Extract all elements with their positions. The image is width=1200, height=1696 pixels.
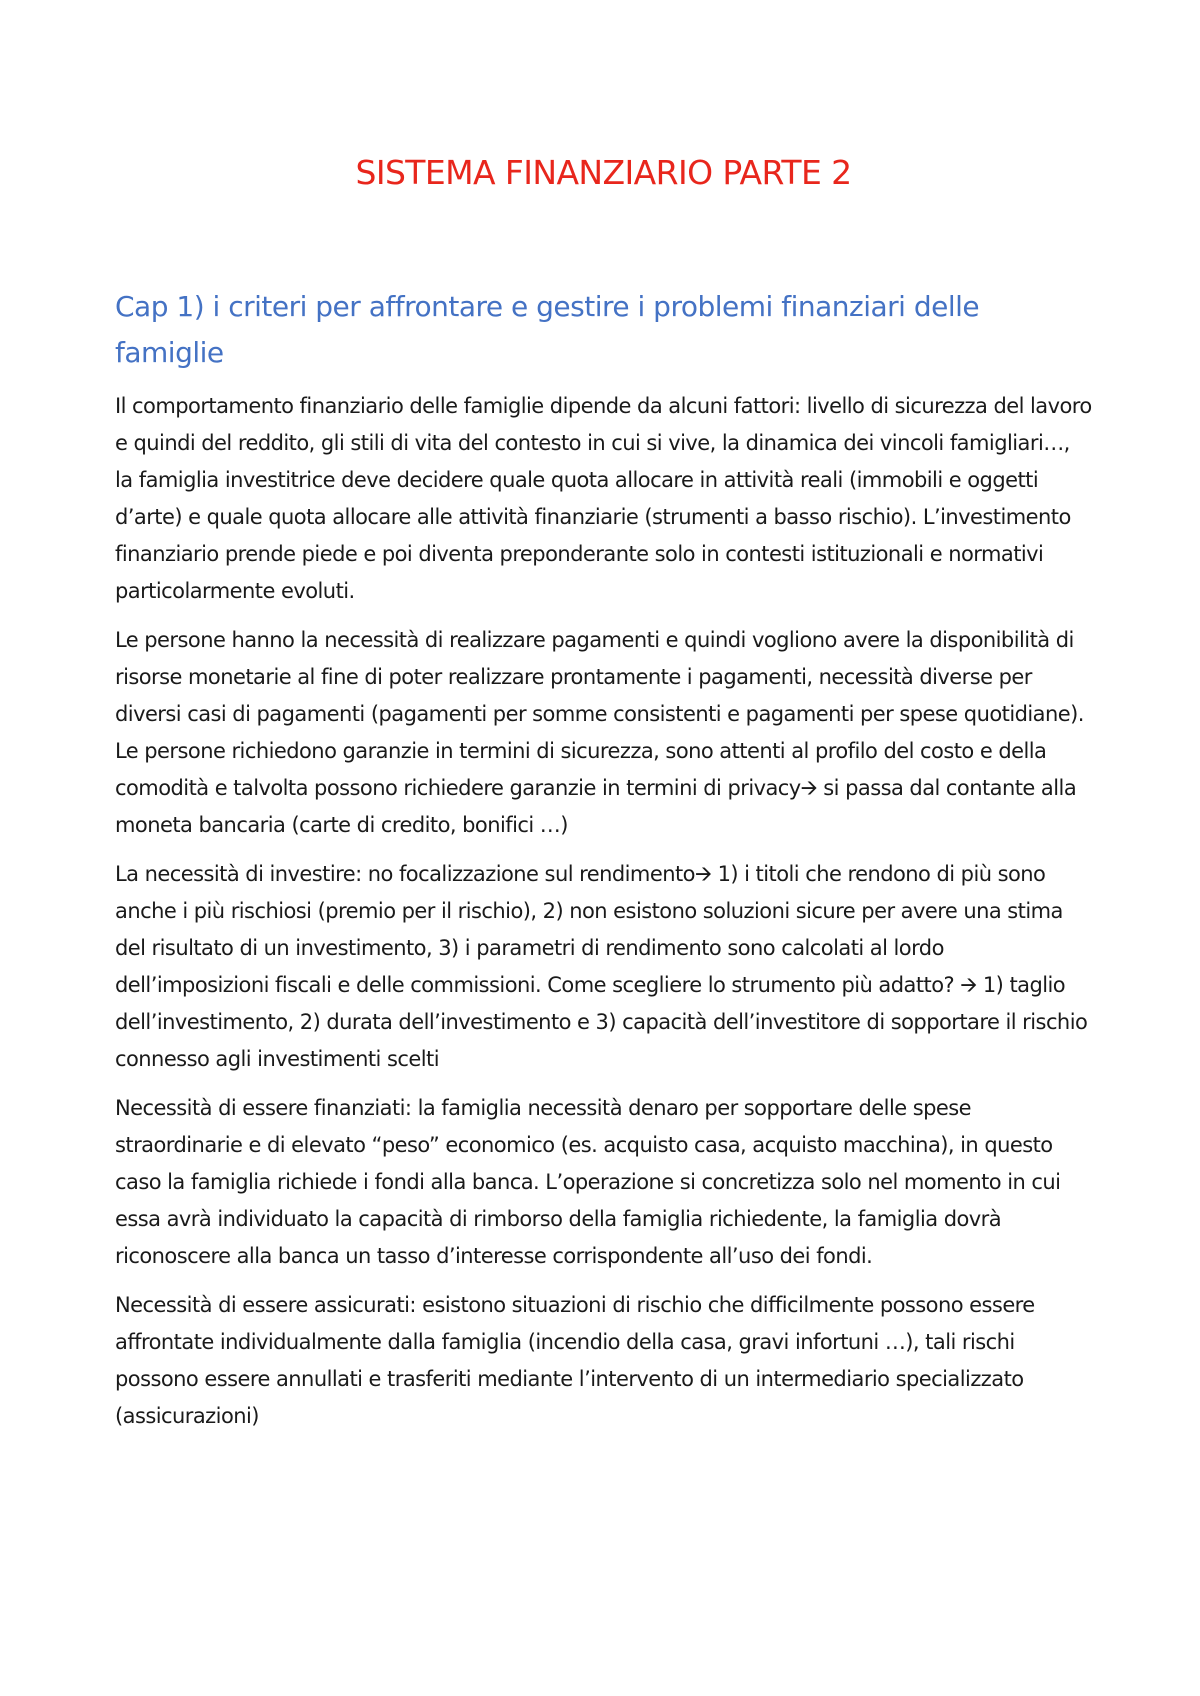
paragraph-comportamento-finanziario: Il comportamento finanziario delle famiglie dipende da alcuni fattori: livello di sicurezza del lavoro e quindi del reddito, gli stili di vita del contesto in cui si vive, la dinamica dei vincoli famigliari…, la famiglia investitrice deve decidere quale quota allocare in attività reali (immobili e oggetti d’arte) e quale quota allocare alle attività finanziarie (strumenti a basso rischio). L’investimento finanziario prende piede e poi diventa preponderante solo in contesti istituzionali e normativi particolarmente evoluti. [115,394,1092,603]
paragraph-necessita-assicurati: Necessità di essere assicurati: esistono situazioni di rischio che difficilmente possono essere affrontate individualmente dalla famiglia (incendio della casa, gravi infortuni …), tali rischi possono essere annullati e trasferiti mediante l’intervento di un intermediario specializzato (assicurazioni) [115,1293,1035,1428]
document-title: SISTEMA FINANZIARIO PARTE 2 [355,153,852,192]
chapter-heading: Cap 1) i criteri per affrontare e gestire i problemi finanziari delle famiglie [115,290,980,369]
paragraph-necessita-pagamenti: Le persone hanno la necessità di realizzare pagamenti e quindi vogliono avere la disponibilità di risorse monetarie al fine di poter realizzare prontamente i pagamenti, necessità diverse per diversi casi di pagamenti (pagamenti per somme consistenti e pagamenti per spese quotidiane). Le persone richiedono garanzie in termini di sicurezza, sono attenti al profilo del costo e della comodità e talvolta possono richiedere garanzie in termini di privacy🡪 si passa dal contante alla moneta bancaria (carte di credito, bonifici …) [115,628,1084,837]
paragraph-necessita-finanziati: Necessità di essere finanziati: la famiglia necessità denaro per sopportare delle spese straordinarie e di elevato “peso” economico (es. acquisto casa, acquisto macchina), in questo caso la famiglia richiede i fondi alla banca. L’operazione si concretizza solo nel momento in cui essa avrà individuato la capacità di rimborso della famiglia richiedente, la famiglia dovrà riconoscere alla banca un tasso d’interesse corrispondente all’uso dei fondi. [115,1096,1061,1268]
paragraph-necessita-investire: La necessità di investire: no focalizzazione sul rendimento🡪 1) i titoli che rendono di più sono anche i più rischiosi (premio per il rischio), 2) non esistono soluzioni sicure per avere una stima del risultato di un investimento, 3) i parametri di rendimento sono calcolati al lordo dell’imposizioni fiscali e delle commissioni. Come scegliere lo strumento più adatto? 🡪 1) taglio dell’investimento, 2) durata dell’investimento e 3) capacità dell’investitore di sopportare il rischio connesso agli investimenti scelti [115,862,1088,1071]
